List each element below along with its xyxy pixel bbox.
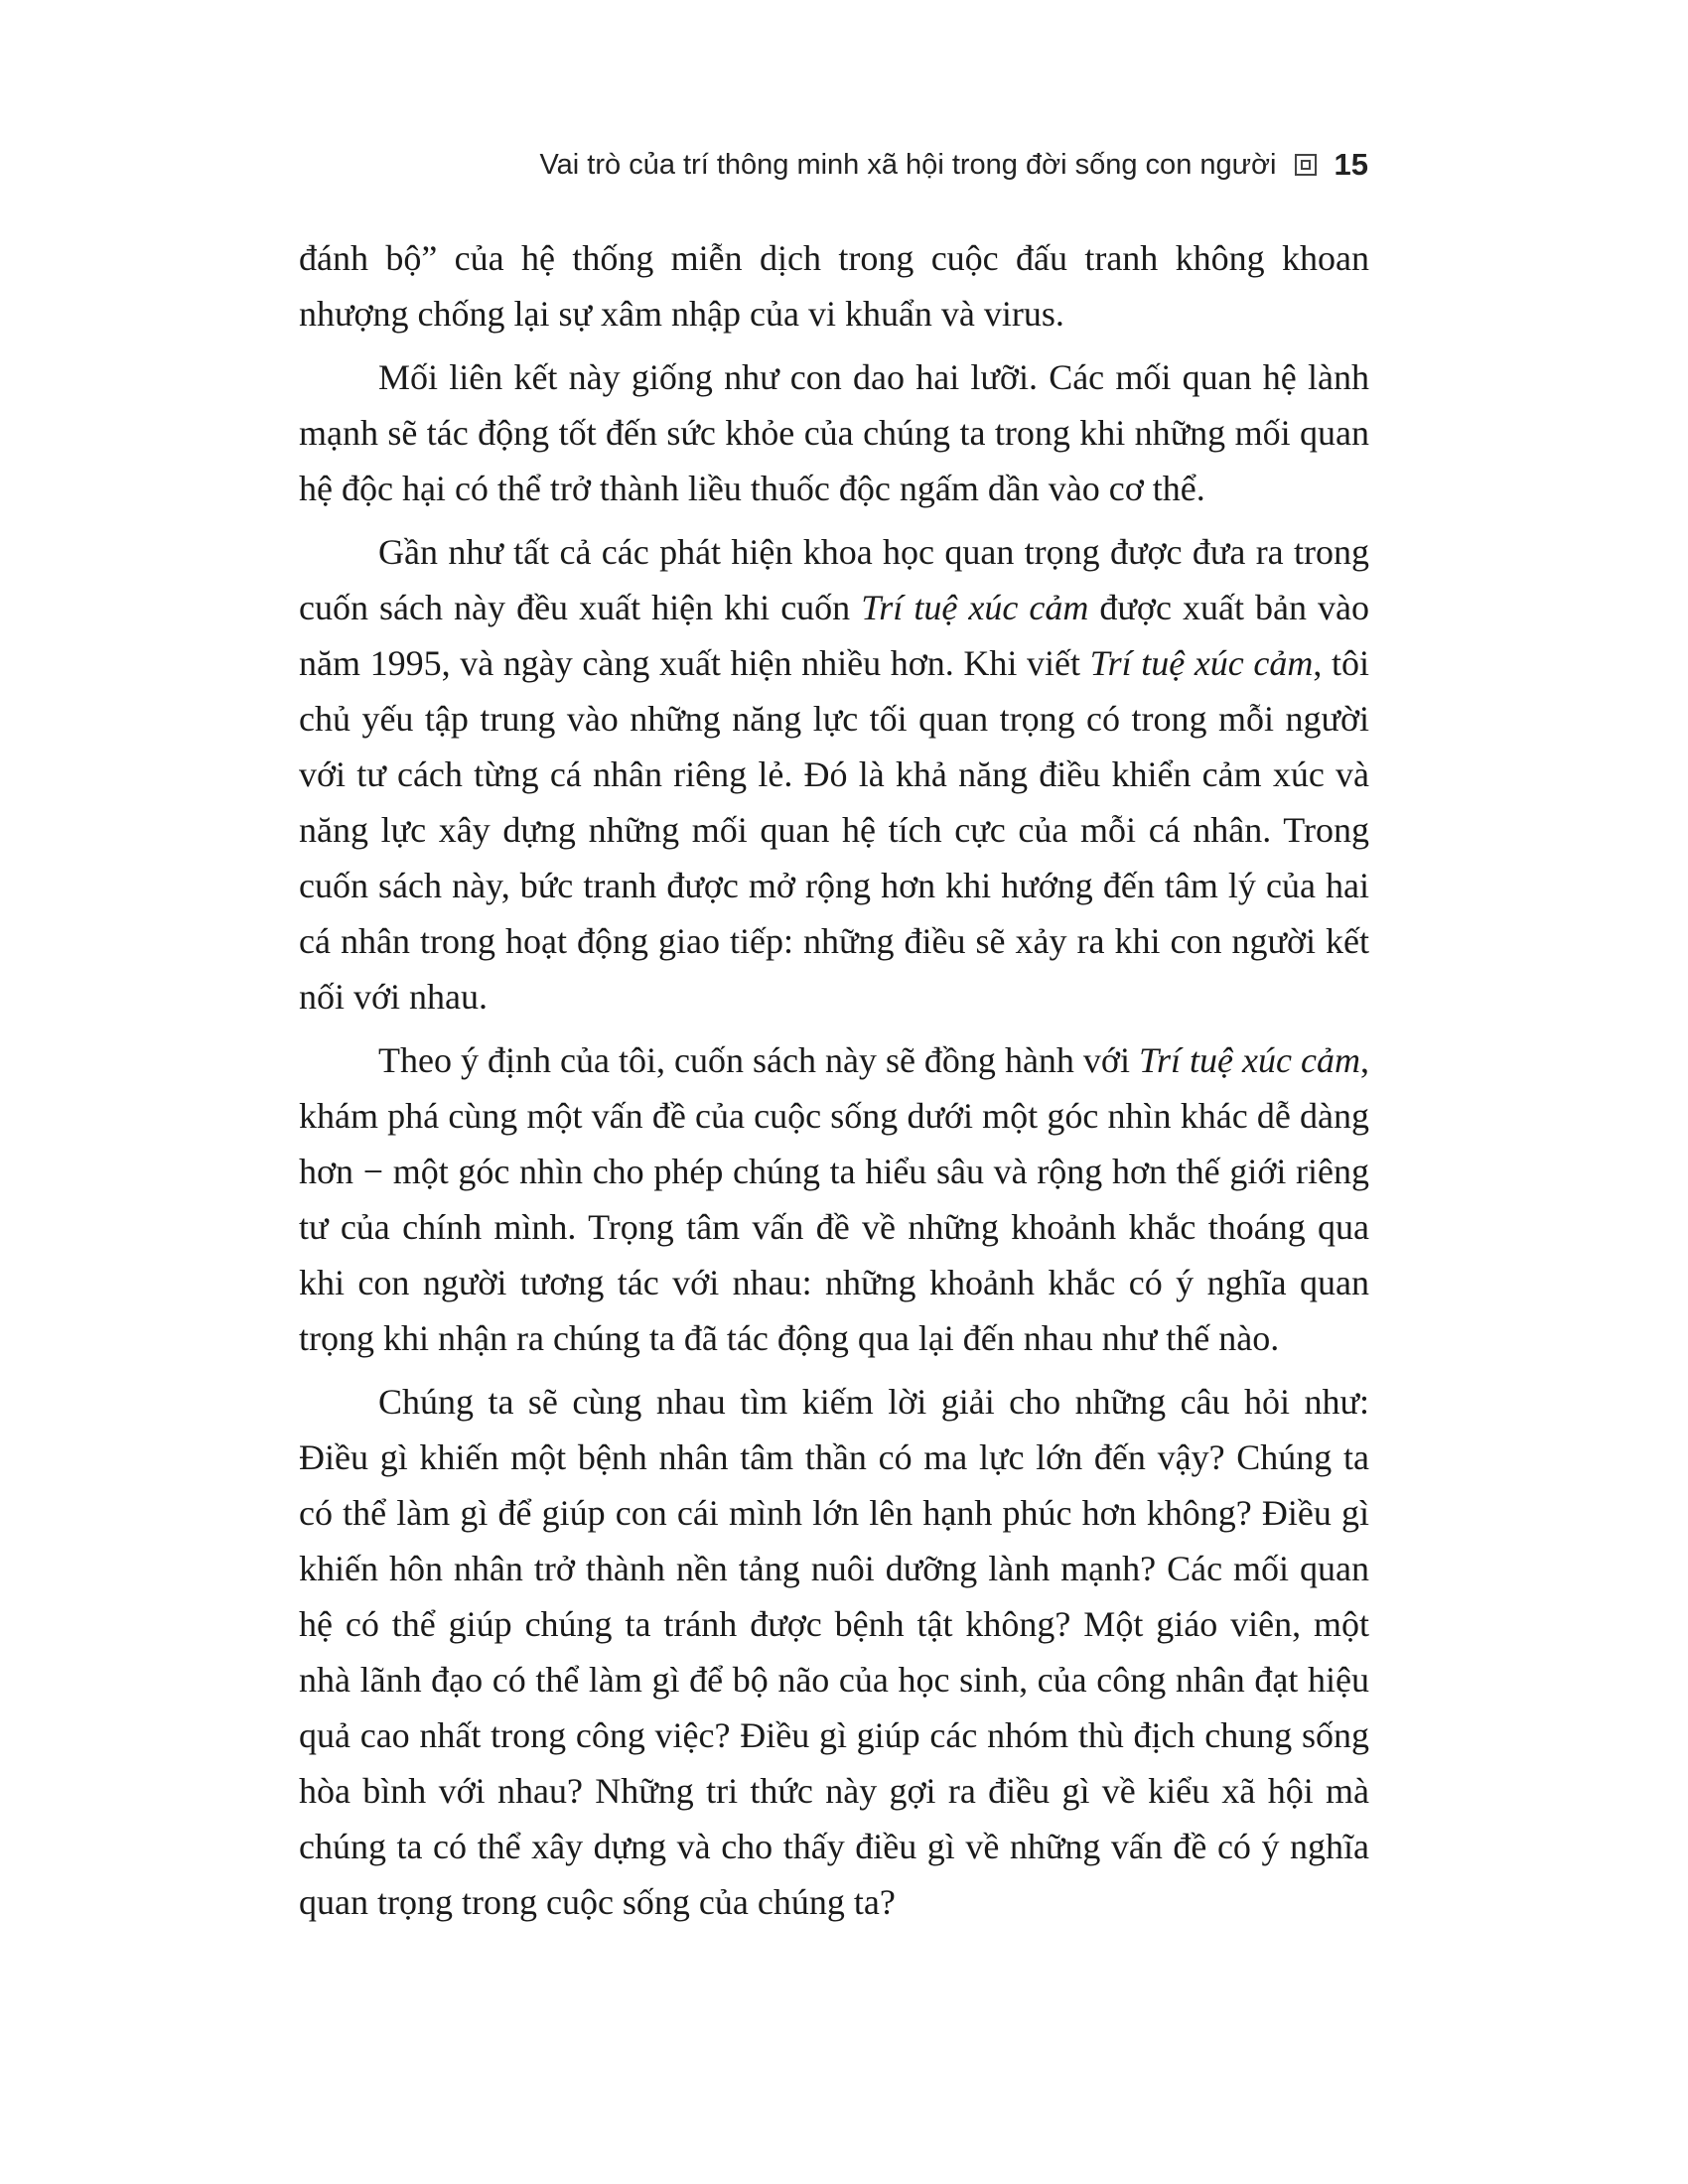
paragraph-4: Theo ý định của tôi, cuốn sách này sẽ đồng hành với Trí tuệ xúc cảm, khám phá cùng một vấn đề của cuộc sống dưới một góc nhìn khác dễ dàng hơn − một góc nhìn cho phép chúng ta hiểu sâu và rộng hơn thế giới riêng tư của chính mình. Trọng tâm vấn đề về những khoảnh khắc thoáng qua khi con người tương tác với nhau: những khoảnh khắc có ý nghĩa quan trọng khi nhận ra chúng ta đã tác động qua lại đến nhau như thế nào. bbox=[299, 1040, 1369, 1358]
paragraph-1: đánh bộ” của hệ thống miễn dịch trong cuộc đấu tranh không khoan nhượng chống lại sự xâm nhập của vi khuẩn và virus. bbox=[299, 238, 1369, 334]
body-text bbox=[299, 230, 1369, 1938]
page-number: 15 bbox=[1334, 147, 1368, 182]
paragraph-2: Mối liên kết này giống như con dao hai lưỡi. Các mối quan hệ lành mạnh sẽ tác động tốt đến sức khỏe của chúng ta trong khi những mối quan hệ độc hại có thể trở thành liều thuốc độc ngấm dần vào cơ thể. bbox=[299, 357, 1369, 508]
square-ornament-icon bbox=[1295, 154, 1317, 176]
paragraph-3: Gần như tất cả các phát hiện khoa học quan trọng được đưa ra trong cuốn sách này đều xuất hiện khi cuốn Trí tuệ xúc cảm được xuất bản vào năm 1995, và ngày càng xuất hiện nhiều hơn. Khi viết Trí tuệ xúc cảm, tôi chủ yếu tập trung vào những năng lực tối quan trọng có trong mỗi người với tư cách từng cá nhân riêng lẻ. Đó là khả năng điều khiển cảm xúc và năng lực xây dựng những mối quan hệ tích cực của mỗi cá nhân. Trong cuốn sách này, bức tranh được mở rộng hơn khi hướng đến tâm lý của hai cá nhân trong hoạt động giao tiếp: những điều sẽ xảy ra khi con người kết nối với nhau. bbox=[299, 532, 1370, 1017]
chapter-title: Vai trò của trí thông minh xã hội trong đời sống con người bbox=[539, 148, 1277, 181]
paragraph-5: Chúng ta sẽ cùng nhau tìm kiếm lời giải cho những câu hỏi như: Điều gì khiến một bệnh nhân tâm thần có ma lực lớn đến vậy? Chúng ta có thể làm gì để giúp con cái mình lớn lên hạnh phúc hơn không? Điều gì khiến hôn nhân trở thành nền tảng nuôi dưỡng lành mạnh? Các mối quan hệ có thể giúp chúng ta tránh được bệnh tật không? Một giáo viên, một nhà lãnh đạo có thể làm gì để bộ não của học sinh, của công nhân đạt hiệu quả cao nhất trong công việc? Điều gì giúp các nhóm thù địch chung sống hòa bình với nhau? Những tri thức này gợi ra điều gì về kiểu xã hội mà chúng ta có thể xây dựng và cho thấy điều gì về những vấn đề có ý nghĩa quan trọng trong cuộc sống của chúng ta? bbox=[299, 1382, 1369, 1922]
book-title-italic: Trí tuệ xúc cảm bbox=[1089, 643, 1314, 683]
running-header bbox=[539, 147, 1368, 183]
book-title-italic: Trí tuệ xúc cảm bbox=[861, 588, 1089, 627]
book-title-italic: Trí tuệ xúc cảm bbox=[1139, 1040, 1360, 1080]
